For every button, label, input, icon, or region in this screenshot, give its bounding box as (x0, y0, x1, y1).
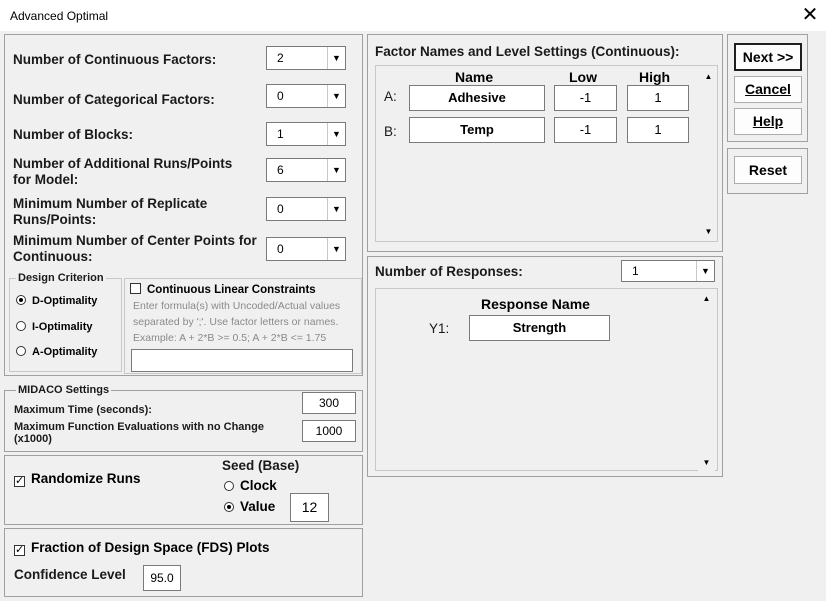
chevron-down-icon[interactable]: ▼ (327, 47, 345, 69)
fds-plots-checkbox[interactable]: ✓ Fraction of Design Space (FDS) Plots (15, 540, 270, 556)
radio-selected-icon (224, 502, 234, 512)
scroll-up-icon[interactable]: ▲ (702, 294, 711, 303)
continuous-factors-combo[interactable]: 2 ▼ (266, 46, 346, 70)
confidence-level-label: Confidence Level (14, 567, 126, 582)
d-optimality-radio[interactable]: D-Optimality (16, 295, 97, 307)
constraints-input[interactable] (131, 349, 353, 372)
factor-b-high-input[interactable]: 1 (627, 117, 689, 143)
factor-a-letter: A: (384, 89, 397, 104)
factor-b-low-input[interactable]: -1 (554, 117, 617, 143)
constraints-checkbox[interactable]: Continuous Linear Constraints (130, 283, 316, 296)
seed-value-input[interactable]: 12 (290, 493, 329, 522)
factor-names-scrollbar[interactable] (700, 69, 717, 240)
help-button-label: Help (752, 113, 784, 129)
factor-a-low-input[interactable]: -1 (554, 85, 617, 111)
checkmark-icon: ✓ (15, 544, 25, 556)
responses-count-combo[interactable]: 1 ▼ (621, 260, 715, 282)
clock-radio[interactable]: Clock (224, 478, 277, 493)
response-name-header: Response Name (481, 296, 590, 312)
cancel-button[interactable] (734, 76, 802, 103)
categorical-factors-combo[interactable]: 0 ▼ (266, 84, 346, 108)
confidence-level-input[interactable]: 95.0 (143, 565, 181, 591)
responses-count-label: Number of Responses: (375, 264, 523, 279)
max-evaluations-input[interactable]: 1000 (302, 420, 356, 442)
radio-icon (224, 481, 234, 491)
radio-selected-icon (16, 295, 26, 305)
blocks-label: Number of Blocks: (13, 127, 134, 142)
chevron-down-icon[interactable]: ▼ (327, 238, 345, 260)
next-button[interactable]: Next >> (734, 43, 802, 71)
constraints-help-line-3: Example: A + 2*B >= 0.5; A + 2*B <= 1.75 (133, 332, 327, 344)
reset-button[interactable]: Reset (734, 156, 802, 184)
factor-b-letter: B: (384, 124, 397, 139)
fds-panel (4, 528, 363, 597)
response-y1-name-input[interactable]: Strength (469, 315, 610, 341)
scroll-down-icon[interactable]: ▼ (704, 227, 713, 236)
replicate-runs-label: Minimum Number of Replicate Runs/Points: (13, 196, 208, 227)
window-title: Advanced Optimal (10, 9, 109, 23)
max-evaluations-label: Maximum Function Evaluations with no Change (x1000) (14, 421, 264, 445)
close-icon[interactable]: ✕ (801, 4, 819, 26)
scroll-up-icon[interactable]: ▲ (704, 72, 713, 81)
radio-icon (16, 346, 26, 356)
continuous-factors-label: Number of Continuous Factors: (13, 52, 217, 67)
categorical-factors-label: Number of Categorical Factors: (13, 92, 215, 107)
chevron-down-icon[interactable]: ▼ (327, 85, 345, 107)
col-high-header: High (639, 69, 671, 85)
chevron-down-icon[interactable]: ▼ (327, 198, 345, 220)
cancel-button-label: Cancel (745, 81, 791, 97)
center-points-combo[interactable]: 0 ▼ (266, 237, 346, 261)
chevron-down-icon[interactable]: ▼ (327, 123, 345, 145)
replicate-runs-combo[interactable]: 0 ▼ (266, 197, 346, 221)
scroll-down-icon[interactable]: ▼ (702, 458, 711, 467)
a-optimality-radio[interactable]: A-Optimality (16, 346, 97, 358)
checkbox-icon (130, 283, 141, 294)
chevron-down-icon[interactable]: ▼ (696, 261, 714, 281)
response-y1-letter: Y1: (429, 321, 450, 336)
blocks-combo[interactable]: 1 ▼ (266, 122, 346, 146)
randomize-runs-checkbox[interactable]: ✓ Randomize Runs (15, 471, 141, 487)
constraints-help-line-2: separated by ';'. Use factor letters or names. (133, 316, 339, 328)
midaco-title: MIDACO Settings (18, 384, 110, 396)
chevron-down-icon[interactable]: ▼ (327, 159, 345, 181)
value-radio[interactable]: Value (224, 499, 275, 514)
col-name-header: Name (455, 69, 494, 85)
radio-icon (16, 321, 26, 331)
responses-scrollbar[interactable] (698, 291, 715, 471)
design-criterion-title: Design Criterion (18, 272, 104, 284)
constraints-help-line-1: Enter formula(s) with Uncoded/Actual values (133, 300, 341, 312)
factor-a-name-input[interactable]: Adhesive (409, 85, 545, 111)
seed-label: Seed (Base) (222, 458, 300, 473)
center-points-label: Minimum Number of Center Points for Continuous: (13, 233, 257, 264)
additional-runs-combo[interactable]: 6 ▼ (266, 158, 346, 182)
help-button[interactable] (734, 108, 802, 135)
title-bar (0, 0, 826, 32)
factor-names-title: Factor Names and Level Settings (Continuous): (375, 44, 680, 59)
max-time-label: Maximum Time (seconds): (14, 404, 152, 416)
factor-a-high-input[interactable]: 1 (627, 85, 689, 111)
i-optimality-radio[interactable]: I-Optimality (16, 321, 93, 333)
checkmark-icon: ✓ (15, 475, 25, 487)
additional-runs-label: Number of Additional Runs/Points for Model: (13, 156, 233, 187)
col-low-header: Low (569, 69, 597, 85)
factor-b-name-input[interactable]: Temp (409, 117, 545, 143)
max-time-input[interactable]: 300 (302, 392, 356, 414)
